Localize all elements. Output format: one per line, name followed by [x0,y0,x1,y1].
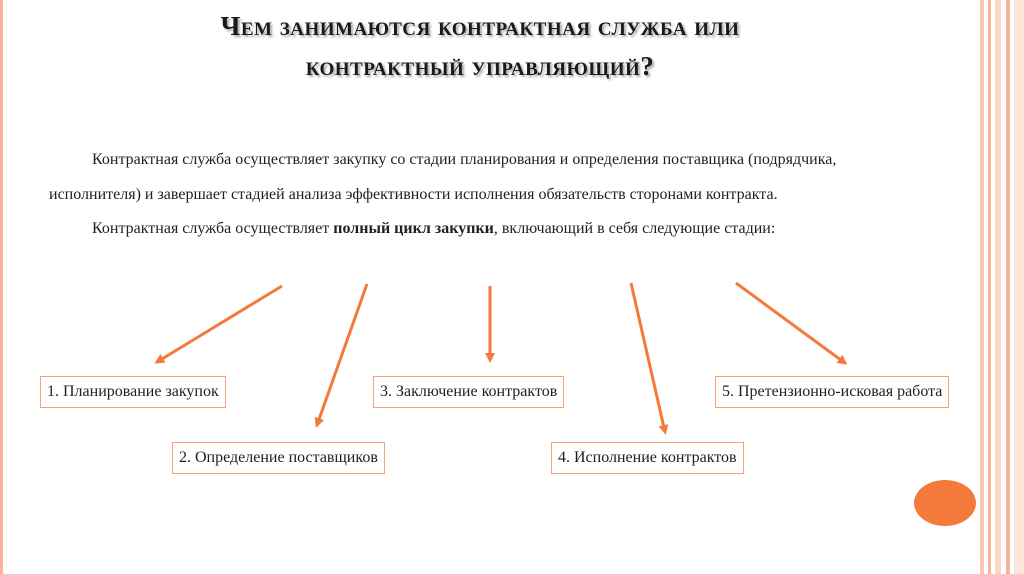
paragraph-2-prefix: Контрактная служба осуществляет [92,220,334,237]
stage-box-2: 2. Определение поставщиков [172,442,385,474]
title-line-2: контрактный управляющий? [305,51,655,81]
stage-box-5: 5. Претензионно-исковая работа [715,376,949,408]
orange-circle-decoration [914,480,976,526]
stage-box-3: 3. Заключение контрактов [373,376,564,408]
paragraph-1-line-1: Контрактная служба осуществляет закупку со стадии планирования и определения поставщика (подрядчика, [92,151,837,168]
arrow-to-stage-5 [736,283,845,363]
arrow-to-stage-4 [631,283,665,432]
paragraph-2-bold: полный цикл закупки [333,220,494,237]
arrow-to-stage-2 [317,284,367,425]
paragraph-2-suffix: , включающий в себя следующие стадии: [493,220,776,237]
arrow-to-stage-1 [157,286,282,362]
stage-box-4: 4. Исполнение контрактов [551,442,744,474]
title-line-1: Чем занимаются контрактная служба или [220,11,740,41]
paragraph-1-line-2: исполнителя) и завершает стадией анализа эффективности исполнения обязательств сторонами контракта. [49,186,778,203]
stage-box-1: 1. Планирование закупок [40,376,226,408]
